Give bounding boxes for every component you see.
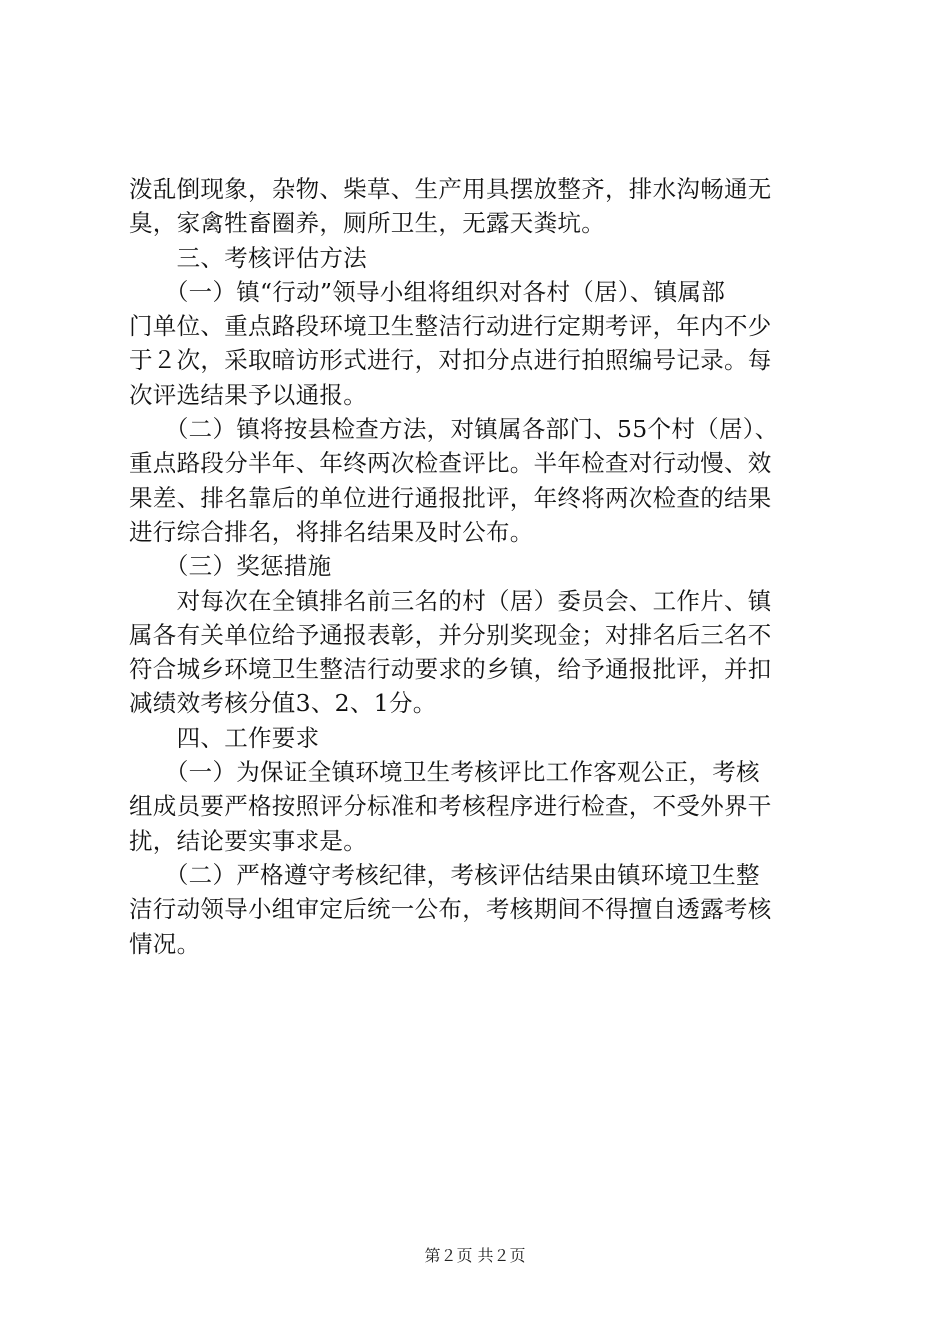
text-line: （一）镇“行动”领导小组将组织对各村（居）、镇属部: [129, 277, 726, 306]
text-line: 减绩效考核分值3、2、1分。: [129, 689, 437, 718]
text-line: （二）镇将按县检查方法，对镇属各部门、55个村（居）、: [129, 415, 779, 444]
text-line: 果差、排名靠后的单位进行通报批评，年终将两次检查的结果: [129, 483, 772, 512]
page-number-footer: 第２页 共２页: [424, 1246, 526, 1265]
text-line: 对每次在全镇排名前三名的村（居）委员会、工作片、镇: [129, 586, 772, 615]
section-heading: 四、工作要求: [129, 723, 320, 752]
text-line: 符合城乡环境卫生整洁行动要求的乡镇，给予通报批评，并扣: [129, 655, 772, 684]
section-heading: 三、考核评估方法: [129, 243, 367, 272]
text-line: 进行综合排名，将排名结果及时公布。: [129, 517, 534, 546]
document-body: [129, 172, 829, 961]
text-line: （二）严格遵守考核纪律，考核评估结果由镇环境卫生整: [129, 860, 760, 889]
text-line: 情况。: [129, 929, 201, 958]
text-line: 重点路段分半年、年终两次检查评比。半年检查对行动慢、效: [129, 449, 772, 478]
text-line: 臭，家禽牲畜圈养，厕所卫生，无露天粪坑。: [129, 209, 605, 238]
subsection-heading: （三）奖惩措施: [129, 552, 332, 581]
text-line: 泼乱倒现象，杂物、柴草、生产用具摆放整齐，排水沟畅通无: [129, 175, 772, 203]
text-line: 于２次，采取暗访形式进行，对扣分点进行拍照编号记录。每: [129, 346, 772, 375]
text-line: （一）为保证全镇环境卫生考核评比工作客观公正，考核: [129, 758, 760, 787]
text-line: 扰，结论要实事求是。: [129, 826, 367, 855]
text-line: 属各有关单位给予通报表彰，并分别奖现金；对排名后三名不: [129, 620, 772, 649]
text-line: 门单位、重点路段环境卫生整洁行动进行定期考评，年内不少: [129, 312, 772, 341]
text-line: 组成员要严格按照评分标准和考核程序进行检查，不受外界干: [129, 792, 772, 821]
text-line: 次评选结果予以通报。: [129, 380, 367, 409]
text-line: 洁行动领导小组审定后统一公布，考核期间不得擅自透露考核: [129, 895, 772, 924]
